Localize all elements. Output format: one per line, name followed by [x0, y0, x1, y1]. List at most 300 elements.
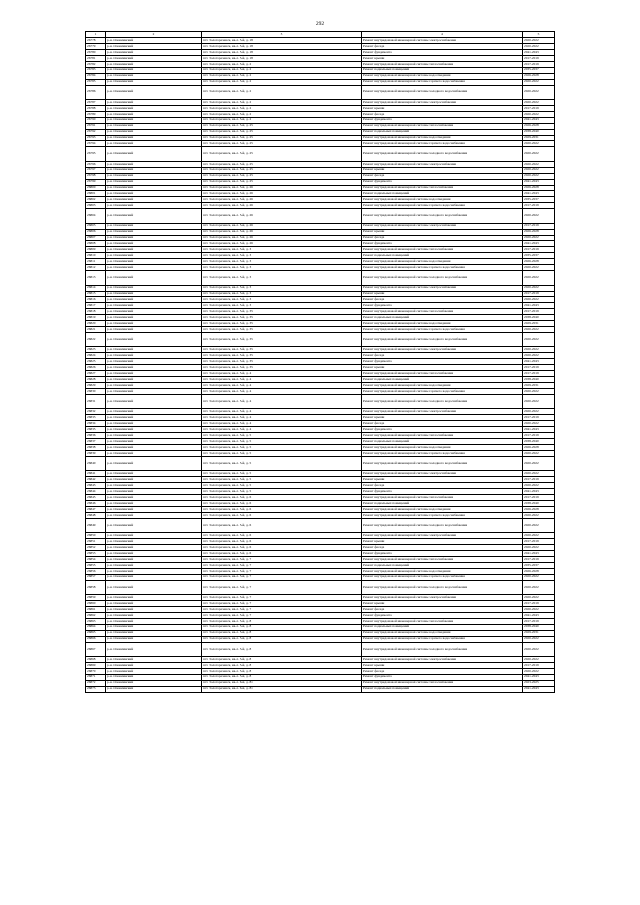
row-number: 26810	[86, 253, 106, 259]
district-cell: р-н. Олекминский	[106, 550, 202, 556]
row-number: 26787	[86, 99, 106, 105]
address-cell: пгт. Золотореченск, кв-л. 5-й, д. 8	[202, 636, 362, 642]
district-cell: р-н. Олекминский	[106, 556, 202, 562]
address-cell: пгт. Золотореченск, кв-л. 5-й, д. 5	[202, 456, 362, 470]
address-cell: пгт. Золотореченск, кв-л. 5-й, д. 7	[202, 574, 362, 580]
row-number: 26833	[86, 415, 106, 421]
row-number: 26866	[86, 636, 106, 642]
address-cell: пгт. Золотореченск, кв-л. 5-й, д. 8	[202, 668, 362, 674]
period-cell: 2041-2043	[523, 179, 555, 185]
work-type-cell: Ремонт внутридомовой инженерной системы водоотведения	[362, 321, 523, 327]
address-cell: пгт. Золотореченск, кв-л. 5-й, д. 2	[202, 105, 362, 111]
work-type-cell: Ремонт фасада	[362, 235, 523, 241]
work-type-cell: Ремонт крыши	[362, 662, 523, 668]
period-cell: 2041-2043	[523, 117, 555, 123]
work-type-cell: Ремонт внутридомовой инженерной системы теплоснабжения	[362, 618, 523, 624]
work-type-cell: Ремонт подвальных помещений	[362, 129, 523, 135]
period-cell: 2041-2043	[523, 489, 555, 495]
column-header: 2	[106, 32, 202, 38]
district-cell: р-н. Олекминский	[106, 518, 202, 532]
row-number: 26783	[86, 67, 106, 73]
address-cell: пгт. Золотореченск, кв-л. 5-й, д. 6	[202, 494, 362, 500]
row-number: 26812	[86, 265, 106, 271]
period-cell: 2020-2022	[523, 483, 555, 489]
work-type-cell: Ремонт фундамента	[362, 49, 523, 55]
work-type-cell: Ремонт внутридомовой инженерной системы теплоснабжения	[362, 371, 523, 377]
period-cell: 2017-2019	[523, 539, 555, 545]
work-type-cell: Ремонт внутридомовой инженерной системы электроснабжения	[362, 347, 523, 353]
work-type-cell: Ремонт фундамента	[362, 489, 523, 495]
work-type-cell: Ремонт фасада	[362, 545, 523, 551]
table-body	[86, 38, 555, 693]
row-number: 26860	[86, 600, 106, 606]
period-cell: 2017-2019	[523, 618, 555, 624]
row-number: 26791	[86, 123, 106, 129]
row-number: 26855	[86, 562, 106, 568]
work-type-cell: Ремонт подвальных помещений	[362, 562, 523, 568]
district-cell: р-н. Олекминский	[106, 674, 202, 680]
district-cell: р-н. Олекминский	[106, 141, 202, 147]
district-cell: р-н. Олекминский	[106, 365, 202, 371]
period-cell: 2029-2031	[523, 383, 555, 389]
work-type-cell: Ремонт внутридомовой инженерной системы теплоснабжения	[362, 494, 523, 500]
period-cell: 2017-2019	[523, 365, 555, 371]
row-number: 26853	[86, 550, 106, 556]
address-cell: пгт. Золотореченск, кв-л. 5-й, д. 26	[202, 223, 362, 229]
row-number: 26828	[86, 377, 106, 383]
district-cell: р-н. Олекминский	[106, 73, 202, 79]
period-cell: 2041-2043	[523, 686, 555, 692]
work-type-cell: Ремонт внутридомовой инженерной системы холодного водоснабжения	[362, 456, 523, 470]
row-number: 26846	[86, 500, 106, 506]
district-cell: р-н. Олекминский	[106, 595, 202, 601]
district-cell: р-н. Олекминский	[106, 173, 202, 179]
work-type-cell: Ремонт внутридомовой инженерной системы водоотведения	[362, 197, 523, 203]
row-number: 26850	[86, 533, 106, 539]
period-cell: 2020-2022	[523, 173, 555, 179]
row-number: 26868	[86, 656, 106, 662]
period-cell: 2035-2037	[523, 253, 555, 259]
row-number: 26798	[86, 173, 106, 179]
work-type-cell: Ремонт фундамента	[362, 427, 523, 433]
address-cell: пгт. Золотореченск, кв-л. 5-й, д. 3	[202, 265, 362, 271]
work-type-cell: Ремонт внутридомовой инженерной системы электроснабжения	[362, 99, 523, 105]
row-number: 26778	[86, 38, 106, 44]
district-cell: р-н. Олекминский	[106, 500, 202, 506]
district-cell: р-н. Олекминский	[106, 55, 202, 61]
period-cell: 2020-2022	[523, 545, 555, 551]
district-cell: р-н. Олекминский	[106, 439, 202, 445]
table-row	[86, 333, 555, 347]
row-number: 26816	[86, 297, 106, 303]
address-cell: пгт. Золотореченск, кв-л. 5-й, д. 8	[202, 630, 362, 636]
work-type-cell: Ремонт внутридомовой инженерной системы электроснабжения	[362, 161, 523, 167]
column-header: 5	[523, 32, 555, 38]
address-cell: пгт. Золотореченск, кв-л. 5-й, д. 7	[202, 568, 362, 574]
row-number: 26807	[86, 235, 106, 241]
address-cell: пгт. Золотореченск, кв-л. 5-й, д. 4	[202, 409, 362, 415]
row-number: 26793	[86, 135, 106, 141]
district-cell: р-н. Олекминский	[106, 433, 202, 439]
district-cell: р-н. Олекминский	[106, 229, 202, 235]
work-type-cell: Ремонт внутридомовой инженерной системы водоотведения	[362, 506, 523, 512]
district-cell: р-н. Олекминский	[106, 409, 202, 415]
work-type-cell: Ремонт внутридомовой инженерной системы теплоснабжения	[362, 123, 523, 129]
address-cell: пгт. Золотореченск, кв-л. 5-й, д. 2	[202, 111, 362, 117]
district-cell: р-н. Олекминский	[106, 235, 202, 241]
period-cell: 2041-2043	[523, 674, 555, 680]
address-cell: пгт. Золотореченск, кв-л. 5-й, д. 5	[202, 483, 362, 489]
period-cell: 2026-2028	[523, 506, 555, 512]
address-cell: пгт. Золотореченск, кв-л. 5-й, д. 25	[202, 173, 362, 179]
period-cell: 2038-2040	[523, 624, 555, 630]
row-number: 26808	[86, 241, 106, 247]
work-type-cell: Ремонт внутридомовой инженерной системы водоотведения	[362, 73, 523, 79]
work-type-cell: Ремонт крыши	[362, 105, 523, 111]
district-cell: р-н. Олекминский	[106, 167, 202, 173]
table-row	[86, 642, 555, 656]
address-cell: пгт. Золотореченск, кв-л. 5-й, д. 26	[202, 235, 362, 241]
row-number: 26865	[86, 630, 106, 636]
district-cell: р-н. Олекминский	[106, 241, 202, 247]
row-number: 26872	[86, 680, 106, 686]
row-number: 26854	[86, 556, 106, 562]
district-cell: р-н. Олекминский	[106, 539, 202, 545]
district-cell: р-н. Олекминский	[106, 377, 202, 383]
row-number: 26805	[86, 223, 106, 229]
work-type-cell: Ремонт внутридомовой инженерной системы электроснабжения	[362, 471, 523, 477]
work-type-cell: Ремонт фасада	[362, 483, 523, 489]
row-number: 26859	[86, 595, 106, 601]
period-cell: 2020-2022	[523, 518, 555, 532]
address-cell: пгт. Золотореченск, кв-л. 5-й, д. 5	[202, 444, 362, 450]
address-cell: пгт. Золотореченск, кв-л. 5-й, д. 35	[202, 333, 362, 347]
period-cell: 2017-2019	[523, 223, 555, 229]
address-cell: пгт. Золотореченск, кв-л. 5-й, д. 35	[202, 359, 362, 365]
period-cell: 2020-2022	[523, 79, 555, 85]
row-number: 26782	[86, 61, 106, 67]
address-cell: пгт. Золотореченск, кв-л. 5-й, д. 2	[202, 85, 362, 99]
work-type-cell: Ремонт подвальных помещений	[362, 686, 523, 692]
address-cell: пгт. Золотореченск, кв-л. 5-й, д. 18	[202, 43, 362, 49]
address-cell: пгт. Золотореченск, кв-л. 5-й, д. 4	[202, 389, 362, 395]
district-cell: р-н. Олекминский	[106, 545, 202, 551]
address-cell: пгт. Золотореченск, кв-л. 5-й, д. 35	[202, 347, 362, 353]
district-cell: р-н. Олекминский	[106, 630, 202, 636]
address-cell: пгт. Золотореченск, кв-л. 5-й, д. 7	[202, 556, 362, 562]
district-cell: р-н. Олекминский	[106, 85, 202, 99]
work-type-cell: Ремонт крыши	[362, 229, 523, 235]
address-cell: пгт. Золотореченск, кв-л. 5-й, д. 6	[202, 545, 362, 551]
row-number: 26871	[86, 674, 106, 680]
work-type-cell: Ремонт фасада	[362, 421, 523, 427]
table-row	[86, 686, 555, 692]
district-cell: р-н. Олекминский	[106, 427, 202, 433]
work-type-cell: Ремонт подвальных помещений	[362, 191, 523, 197]
address-cell: пгт. Золотореченск, кв-л. 5-й, д. 35	[202, 309, 362, 315]
column-header: 4	[362, 32, 523, 38]
period-cell: 2017-2019	[523, 494, 555, 500]
period-cell: 2026-2028	[523, 123, 555, 129]
address-cell: пгт. Золотореченск, кв-л. 5-й, д. 5	[202, 450, 362, 456]
work-type-cell: Ремонт внутридомовой инженерной системы горячего водоснабжения	[362, 327, 523, 333]
work-type-cell: Ремонт крыши	[362, 55, 523, 61]
column-header: 1	[86, 32, 106, 38]
period-cell: 2020-2022	[523, 421, 555, 427]
work-type-cell: Ремонт внутридомовой инженерной системы теплоснабжения	[362, 185, 523, 191]
work-type-cell: Ремонт внутридомовой инженерной системы холодного водоснабжения	[362, 85, 523, 99]
address-cell: пгт. Золотореченск, кв-л. 5-й, д. 2	[202, 117, 362, 123]
district-cell: р-н. Олекминский	[106, 662, 202, 668]
row-number: 26790	[86, 117, 106, 123]
period-cell: 2041-2043	[523, 241, 555, 247]
row-number: 26822	[86, 333, 106, 347]
district-cell: р-н. Олекминский	[106, 494, 202, 500]
row-number: 26784	[86, 73, 106, 79]
row-number: 26867	[86, 642, 106, 656]
district-cell: р-н. Олекминский	[106, 333, 202, 347]
work-type-cell: Ремонт подвальных помещений	[362, 500, 523, 506]
work-type-cell: Ремонт внутридомовой инженерной системы горячего водоснабжения	[362, 79, 523, 85]
address-cell: пгт. Золотореченск, кв-л. 5-й, д. 4	[202, 427, 362, 433]
period-cell: 2020-2022	[523, 574, 555, 580]
district-cell: р-н. Олекминский	[106, 483, 202, 489]
period-cell: 2017-2019	[523, 600, 555, 606]
table-row	[86, 209, 555, 223]
address-cell: пгт. Золотореченск, кв-л. 5-й, д. 4	[202, 377, 362, 383]
address-cell: пгт. Золотореченск, кв-л. 5-й, д. 3	[202, 285, 362, 291]
address-cell: пгт. Золотореченск, кв-л. 5-й, д. 3	[202, 303, 362, 309]
period-cell: 2020-2022	[523, 450, 555, 456]
work-type-cell: Ремонт фасада	[362, 43, 523, 49]
period-cell: 2026-2028	[523, 568, 555, 574]
table-row	[86, 85, 555, 99]
period-cell: 2020-2022	[523, 265, 555, 271]
row-number: 26873	[86, 686, 106, 692]
row-number: 26819	[86, 315, 106, 321]
period-cell: 2017-2019	[523, 371, 555, 377]
work-type-cell: Ремонт фундамента	[362, 359, 523, 365]
period-cell: 2017-2019	[523, 477, 555, 483]
row-number: 26863	[86, 618, 106, 624]
work-type-cell: Ремонт подвальных помещений	[362, 67, 523, 73]
work-type-cell: Ремонт внутридомовой инженерной системы теплоснабжения	[362, 433, 523, 439]
work-type-cell: Ремонт подвальных помещений	[362, 624, 523, 630]
district-cell: р-н. Олекминский	[106, 303, 202, 309]
period-cell: 2029-2031	[523, 630, 555, 636]
district-cell: р-н. Олекминский	[106, 477, 202, 483]
table-row	[86, 518, 555, 532]
address-cell: пгт. Золотореченск, кв-л. 5-й, д. 26	[202, 197, 362, 203]
row-number: 26838	[86, 444, 106, 450]
district-cell: р-н. Олекминский	[106, 43, 202, 49]
row-number: 26841	[86, 471, 106, 477]
work-type-cell: Ремонт внутридомовой инженерной системы холодного водоснабжения	[362, 642, 523, 656]
address-cell: пгт. Золотореченск, кв-л. 5-й, д. 25	[202, 135, 362, 141]
row-number: 26843	[86, 483, 106, 489]
work-type-cell: Ремонт внутридомовой инженерной системы теплоснабжения	[362, 247, 523, 253]
row-number: 26852	[86, 545, 106, 551]
period-cell: 2020-2022	[523, 209, 555, 223]
work-type-cell: Ремонт фундамента	[362, 117, 523, 123]
row-number: 26844	[86, 489, 106, 495]
district-cell: р-н. Олекминский	[106, 353, 202, 359]
row-number: 26802	[86, 197, 106, 203]
district-cell: р-н. Олекминский	[106, 147, 202, 161]
work-type-cell: Ремонт внутридомовой инженерной системы теплоснабжения	[362, 309, 523, 315]
row-number: 26799	[86, 179, 106, 185]
work-type-cell: Ремонт крыши	[362, 415, 523, 421]
work-type-cell: Ремонт внутридомовой инженерной системы холодного водоснабжения	[362, 271, 523, 285]
row-number: 26795	[86, 147, 106, 161]
period-cell: 2041-2043	[523, 427, 555, 433]
row-number: 26820	[86, 321, 106, 327]
table-row	[86, 271, 555, 285]
district-cell: р-н. Олекминский	[106, 253, 202, 259]
district-cell: р-н. Олекминский	[106, 668, 202, 674]
address-cell: пгт. Золотореченск, кв-л. 5-й, д. 2	[202, 79, 362, 85]
work-type-cell: Ремонт крыши	[362, 365, 523, 371]
period-cell: 2020-2022	[523, 327, 555, 333]
period-cell: 2020-2022	[523, 85, 555, 99]
address-cell: пгт. Золотореченск, кв-л. 5-й, д. 25	[202, 141, 362, 147]
row-number: 26786	[86, 85, 106, 99]
work-type-cell: Ремонт внутридомовой инженерной системы горячего водоснабжения	[362, 265, 523, 271]
work-type-cell: Ремонт фасада	[362, 668, 523, 674]
row-number: 26813	[86, 271, 106, 285]
address-cell: пгт. Золотореченск, кв-л. 5-й, д. 18	[202, 38, 362, 44]
period-cell: 2020-2022	[523, 347, 555, 353]
period-cell: 2020-2022	[523, 38, 555, 44]
row-number: 26862	[86, 612, 106, 618]
district-cell: р-н. Олекминский	[106, 265, 202, 271]
address-cell: пгт. Золотореченск, кв-л. 5-й, д. 6	[202, 500, 362, 506]
row-number: 26779	[86, 43, 106, 49]
address-cell: пгт. Золотореченск, кв-л. 5-й, д. 7	[202, 595, 362, 601]
address-cell: пгт. Золотореченск, кв-л. 5-й, д. 8	[202, 674, 362, 680]
table-row	[86, 147, 555, 161]
period-cell: 2020-2022	[523, 235, 555, 241]
row-number: 26869	[86, 662, 106, 668]
address-cell: пгт. Золотореченск, кв-л. 5-й, д. 7	[202, 562, 362, 568]
row-number: 26837	[86, 439, 106, 445]
address-cell: пгт. Золотореченск, кв-л. 5-й, д. 7	[202, 606, 362, 612]
row-number: 26839	[86, 450, 106, 456]
district-cell: р-н. Олекминский	[106, 67, 202, 73]
row-number: 26864	[86, 624, 106, 630]
address-cell: пгт. Золотореченск, кв-л. 5-й, д. 6	[202, 512, 362, 518]
work-type-cell: Ремонт фундамента	[362, 550, 523, 556]
work-type-cell: Ремонт внутридомовой инженерной системы горячего водоснабжения	[362, 389, 523, 395]
row-number: 26861	[86, 606, 106, 612]
row-number: 26794	[86, 141, 106, 147]
address-cell: пгт. Золотореченск, кв-л. 5-й, д. 6	[202, 506, 362, 512]
work-type-cell: Ремонт фасада	[362, 606, 523, 612]
period-cell: 2038-2040	[523, 439, 555, 445]
address-cell: пгт. Золотореченск, кв-л. 5-й, д. 6	[202, 539, 362, 545]
district-cell: р-н. Олекминский	[106, 105, 202, 111]
address-cell: пгт. Золотореченск, кв-л. 5-й, д. 6	[202, 533, 362, 539]
row-number: 26800	[86, 185, 106, 191]
row-number: 26830	[86, 389, 106, 395]
work-type-cell: Ремонт внутридомовой инженерной системы водоотведения	[362, 568, 523, 574]
district-cell: р-н. Олекминский	[106, 574, 202, 580]
period-cell: 2020-2022	[523, 389, 555, 395]
district-cell: р-н. Олекминский	[106, 450, 202, 456]
period-cell: 2026-2028	[523, 185, 555, 191]
row-number: 26814	[86, 285, 106, 291]
row-number: 26801	[86, 191, 106, 197]
district-cell: р-н. Олекминский	[106, 223, 202, 229]
period-cell: 2017-2019	[523, 291, 555, 297]
work-type-cell: Ремонт фасада	[362, 111, 523, 117]
address-cell: пгт. Золотореченск, кв-л. 5-й, д. 35	[202, 315, 362, 321]
period-cell: 2020-2022	[523, 595, 555, 601]
table-row	[86, 456, 555, 470]
district-cell: р-н. Олекминский	[106, 456, 202, 470]
district-cell: р-н. Олекминский	[106, 347, 202, 353]
work-type-cell: Ремонт фундамента	[362, 241, 523, 247]
row-number: 26836	[86, 433, 106, 439]
period-cell: 2017-2019	[523, 662, 555, 668]
address-cell: пгт. Золотореченск, кв-л. 5-й, д. 18	[202, 49, 362, 55]
district-cell: р-н. Олекминский	[106, 315, 202, 321]
district-cell: р-н. Олекминский	[106, 185, 202, 191]
district-cell: р-н. Олекминский	[106, 383, 202, 389]
address-cell: пгт. Золотореченск, кв-л. 5-й, д. 5	[202, 433, 362, 439]
work-type-cell: Ремонт фундамента	[362, 612, 523, 618]
period-cell: 2020-2022	[523, 533, 555, 539]
period-cell: 2038-2040	[523, 500, 555, 506]
work-type-cell: Ремонт фундамента	[362, 179, 523, 185]
district-cell: р-н. Олекминский	[106, 389, 202, 395]
period-cell: 2020-2022	[523, 167, 555, 173]
work-type-cell: Ремонт внутридомовой инженерной системы электроснабжения	[362, 595, 523, 601]
address-cell: пгт. Золотореченск, кв-л. 5-й, д. 7	[202, 580, 362, 594]
period-cell: 2041-2043	[523, 612, 555, 618]
district-cell: р-н. Олекминский	[106, 618, 202, 624]
address-cell: пгт. Золотореченск, кв-л. 5-й, д. 8	[202, 624, 362, 630]
address-cell: пгт. Золотореченск, кв-л. 5-й, д. 8	[202, 618, 362, 624]
period-cell: 2041-2043	[523, 359, 555, 365]
period-cell: 2017-2019	[523, 309, 555, 315]
district-cell: р-н. Олекминский	[106, 309, 202, 315]
row-number: 26825	[86, 359, 106, 365]
row-number: 26815	[86, 291, 106, 297]
district-cell: р-н. Олекминский	[106, 568, 202, 574]
district-cell: р-н. Олекминский	[106, 636, 202, 642]
district-cell: р-н. Олекминский	[106, 415, 202, 421]
district-cell: р-н. Олекминский	[106, 129, 202, 135]
work-type-cell: Ремонт внутридомовой инженерной системы электроснабжения	[362, 223, 523, 229]
district-cell: р-н. Олекминский	[106, 327, 202, 333]
period-cell: 2017-2019	[523, 203, 555, 209]
address-cell: пгт. Золотореченск, кв-л. 5-й, д. 2	[202, 99, 362, 105]
period-cell: 2035-2037	[523, 562, 555, 568]
period-cell: 2041-2043	[523, 191, 555, 197]
address-cell: пгт. Золотореченск, кв-л. 5-й, д. 25	[202, 161, 362, 167]
district-cell: р-н. Олекминский	[106, 489, 202, 495]
period-cell: 2020-2022	[523, 636, 555, 642]
row-number: 26792	[86, 129, 106, 135]
period-cell: 2041-2043	[523, 49, 555, 55]
district-cell: р-н. Олекминский	[106, 506, 202, 512]
district-cell: р-н. Олекминский	[106, 562, 202, 568]
district-cell: р-н. Олекминский	[106, 533, 202, 539]
district-cell: р-н. Олекминский	[106, 203, 202, 209]
district-cell: р-н. Олекминский	[106, 421, 202, 427]
work-type-cell: Ремонт внутридомовой инженерной системы водоотведения	[362, 135, 523, 141]
